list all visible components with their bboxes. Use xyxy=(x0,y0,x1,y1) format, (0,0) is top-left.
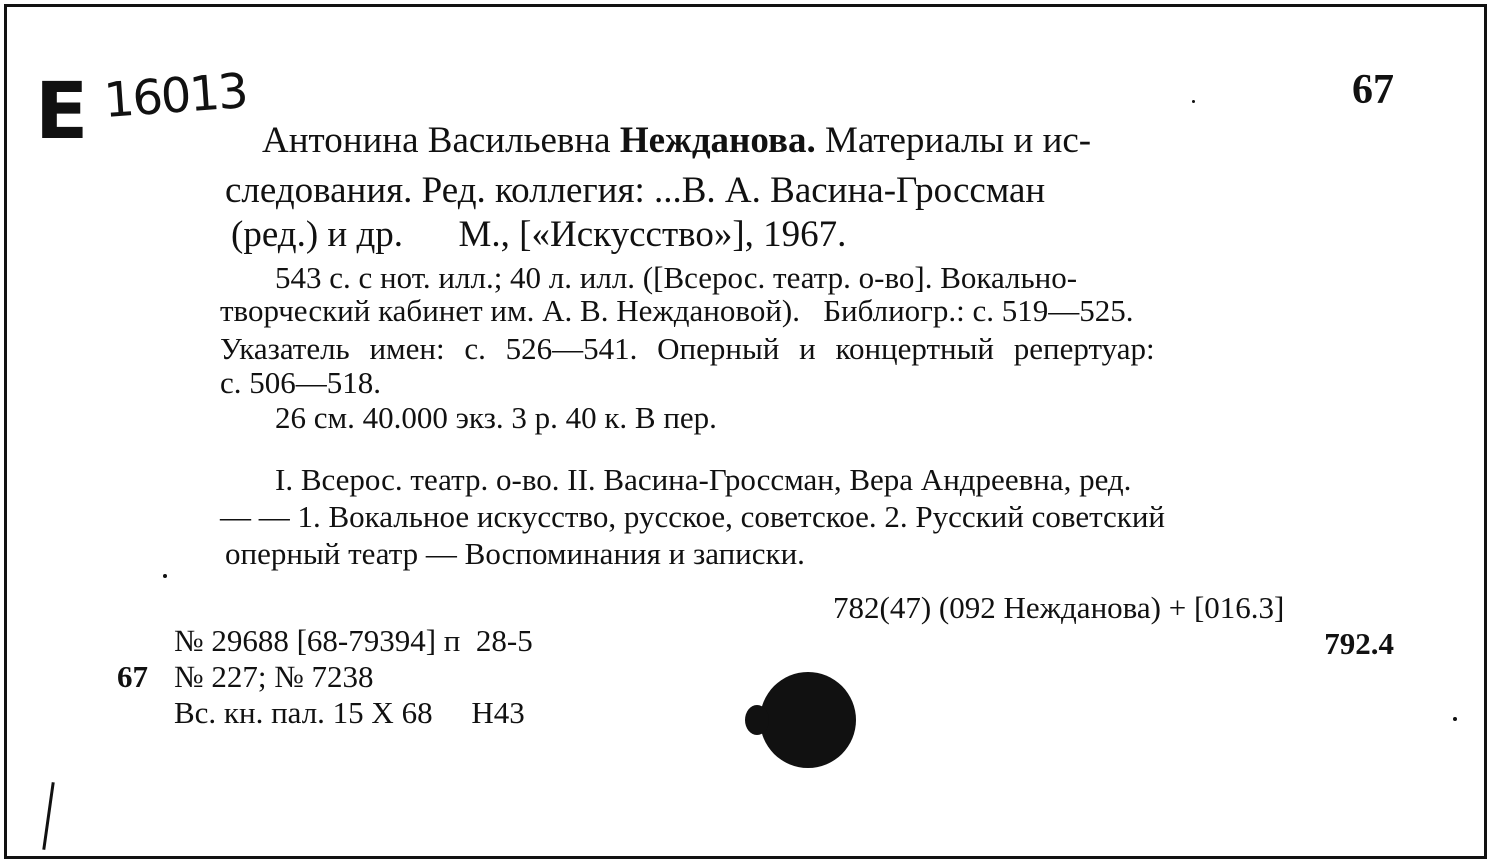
subjects-line-2: — — 1. Вокальное искусство, русское, советское. 2. Русский советский xyxy=(220,499,1166,534)
speck xyxy=(1453,717,1457,721)
subjects-line-3: оперный театр — Воспоминания и записки. xyxy=(225,536,805,571)
speck xyxy=(163,574,167,578)
catalog-card xyxy=(4,4,1487,859)
handwritten-letter: E xyxy=(35,67,89,157)
desc-line-1: 543 с. с нот. илл.; 40 л. илл. ([Всерос. театр. о-во]. Вокально- xyxy=(275,260,1078,295)
title-line-1 xyxy=(262,122,1091,159)
desc-line-4: с. 506—518. xyxy=(220,365,382,400)
speck xyxy=(1192,100,1195,103)
classification-line-1: 782(47) (092 Нежданова) + [016.3] xyxy=(833,590,1285,625)
page-number: 67 xyxy=(1352,67,1394,113)
registry-line-3: Вс. кн. пал. 15 X 68 Н43 xyxy=(174,695,525,730)
title-rest: Материалы и ис- xyxy=(815,120,1092,161)
title-line-3: (ред.) и др. М., [«Искусство»], 1967. xyxy=(231,214,847,255)
title-author-given: Антонина Васильевна xyxy=(262,120,620,161)
registry-line-2: № 227; № 7238 xyxy=(174,659,374,694)
handwritten-number: 16013 xyxy=(102,63,249,129)
pencil-stroke xyxy=(42,782,54,850)
desc-line-5: 26 см. 40.000 экз. 3 р. 40 к. В пер. xyxy=(275,400,717,435)
registry-prefix: 67 xyxy=(117,659,148,694)
title-author-surname: Нежданова. xyxy=(619,120,816,161)
desc-line-3: Указатель имен: с. 526—541. Оперный и концертный репертуар: xyxy=(220,331,1155,366)
ink-blot-edge xyxy=(745,705,769,735)
subjects-line-1: I. Всерос. театр. о-во. II. Васина-Гроссман, Вера Андреевна, ред. xyxy=(275,462,1132,497)
title-line-2: следования. Ред. коллегия: ...В. А. Васина-Гроссман xyxy=(225,170,1046,211)
registry-line-1: № 29688 [68-79394] п 28-5 xyxy=(174,623,533,658)
classification-line-2: 792.4 xyxy=(1324,626,1394,661)
desc-line-2: творческий кабинет им. А. В. Неждановой). Библиогр.: с. 519—525. xyxy=(220,293,1134,328)
ink-blot xyxy=(760,672,856,768)
